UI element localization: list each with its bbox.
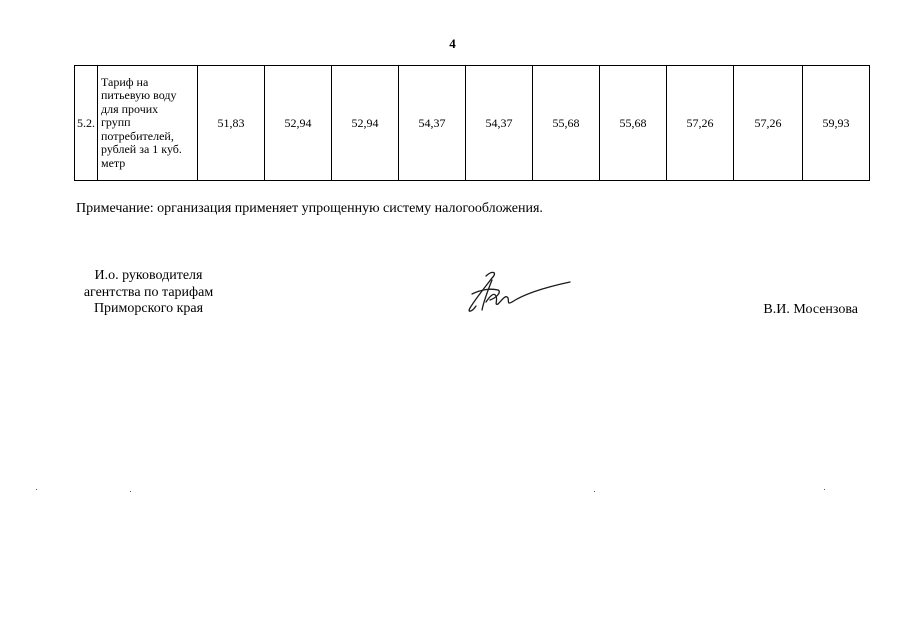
scan-speck bbox=[824, 489, 825, 490]
scan-speck bbox=[594, 491, 595, 492]
table-row bbox=[75, 66, 870, 181]
note-text: Примечание: организация применяет упрощенную систему налогообложения. bbox=[76, 201, 543, 216]
tariff-table bbox=[74, 65, 870, 181]
row-description-cell bbox=[98, 66, 198, 181]
signer-title-line: Приморского края bbox=[93, 301, 204, 316]
tariff-value-cell: 54,37 bbox=[399, 66, 466, 181]
signer-name: В.И. Мосензова bbox=[763, 302, 858, 317]
tariff-value-cell: 52,94 bbox=[332, 66, 399, 181]
description-line: метр bbox=[101, 155, 126, 170]
row-number-cell: 5.2. bbox=[75, 66, 98, 181]
signer-title bbox=[76, 268, 221, 318]
tariff-value-cell: 59,93 bbox=[803, 66, 870, 181]
description-line: потребителей, bbox=[101, 128, 174, 143]
tariff-value-cell: 51,83 bbox=[198, 66, 265, 181]
page-number: 4 bbox=[449, 36, 456, 51]
scan-speck bbox=[130, 491, 131, 492]
tariff-value-cell: 55,68 bbox=[600, 66, 667, 181]
signature-drawing bbox=[462, 268, 574, 318]
description-line: для прочих bbox=[101, 101, 159, 116]
handwritten-signature bbox=[462, 268, 574, 323]
tariff-value-cell: 57,26 bbox=[734, 66, 803, 181]
tariff-value-cell: 52,94 bbox=[265, 66, 332, 181]
tariff-value-cell: 55,68 bbox=[533, 66, 600, 181]
tariff-value-cell: 57,26 bbox=[667, 66, 734, 181]
description-line: питьевую воду bbox=[101, 88, 177, 103]
scan-speck bbox=[36, 489, 37, 490]
description-line: Тариф на bbox=[101, 74, 149, 89]
description-line: групп bbox=[101, 115, 131, 130]
description-line: рублей за 1 куб. bbox=[101, 142, 182, 157]
signer-title-line: И.о. руководителя bbox=[94, 268, 203, 283]
signer-title-line: агентства по тарифам bbox=[83, 284, 214, 300]
tariff-value-cell: 54,37 bbox=[466, 66, 533, 181]
